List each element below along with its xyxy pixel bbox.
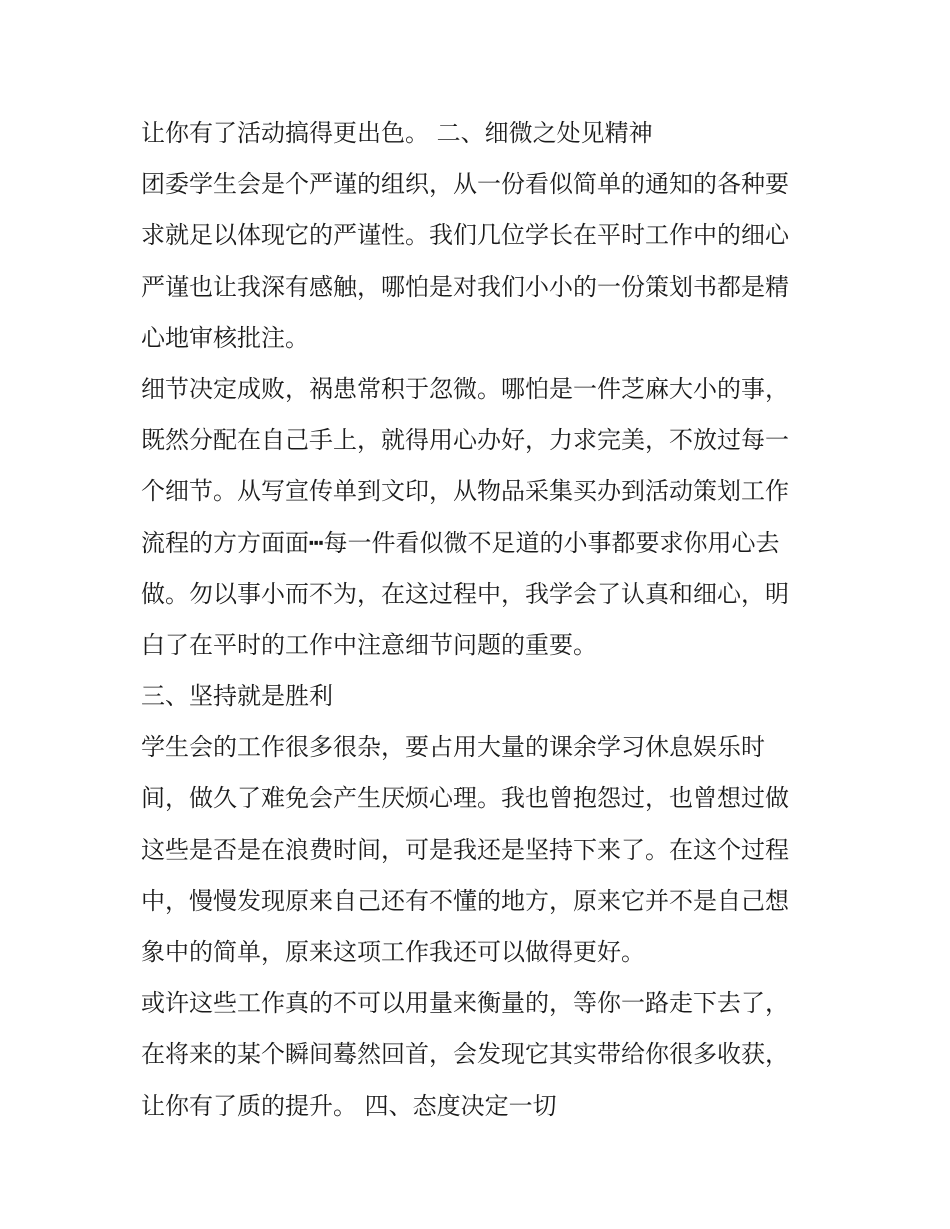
text-line: 严谨也让我深有感触，哪怕是对我们小小的一份策划书都是精 [141,272,789,301]
text-line: 求就足以体现它的严谨性。我们几位学长在平时工作中的细心 [141,221,789,250]
text-line: 或许这些工作真的不可以用量来衡量的，等你一路走下去了， [141,989,789,1018]
text-line: 个细节。从写宣传单到文印，从物品采集买办到活动策划工作 [141,477,789,506]
text-line: 流程的方方面面┅每一件看似微不足道的小事都要求你用心去 [141,528,780,557]
text-line: 让你有了活动搞得更出色。 二、细微之处见精神 [141,119,653,147]
text-line: 心地审核批注。 [141,323,309,352]
text-line: 学生会的工作很多很杂，要占用大量的课余学习休息娱乐时 [141,733,765,762]
text-line: 这些是否是在浪费时间，可是我还是坚持下来了。在这个过程 [141,835,789,864]
section-heading: 三、坚持就是胜利 [141,682,333,711]
text-line: 白了在平时的工作中注意细节问题的重要。 [141,630,597,659]
text-line: 间，做久了难免会产生厌烦心理。我也曾抱怨过，也曾想过做 [141,784,789,813]
text-line: 做。勿以事小而不为，在这过程中，我学会了认真和细心，明 [141,579,789,608]
text-line: 细节决定成败，祸患常积于忽微。哪怕是一件芝麻大小的事， [141,374,789,403]
text-line: 团委学生会是个严谨的组织，从一份看似简单的通知的各种要 [141,170,789,199]
text-line: 既然分配在自己手上，就得用心办好，力求完美，不放过每一 [141,426,789,455]
document-body [141,108,821,1132]
text-line: 让你有了质的提升。 四、态度决定一切 [141,1091,557,1120]
text-line: 象中的简单，原来这项工作我还可以做得更好。 [141,938,645,966]
text-line: 在将来的某个瞬间蓦然回首，会发现它其实带给你很多收获， [141,1040,789,1069]
text-line: 中，慢慢发现原来自己还有不懂的地方，原来它并不是自己想 [141,886,789,915]
